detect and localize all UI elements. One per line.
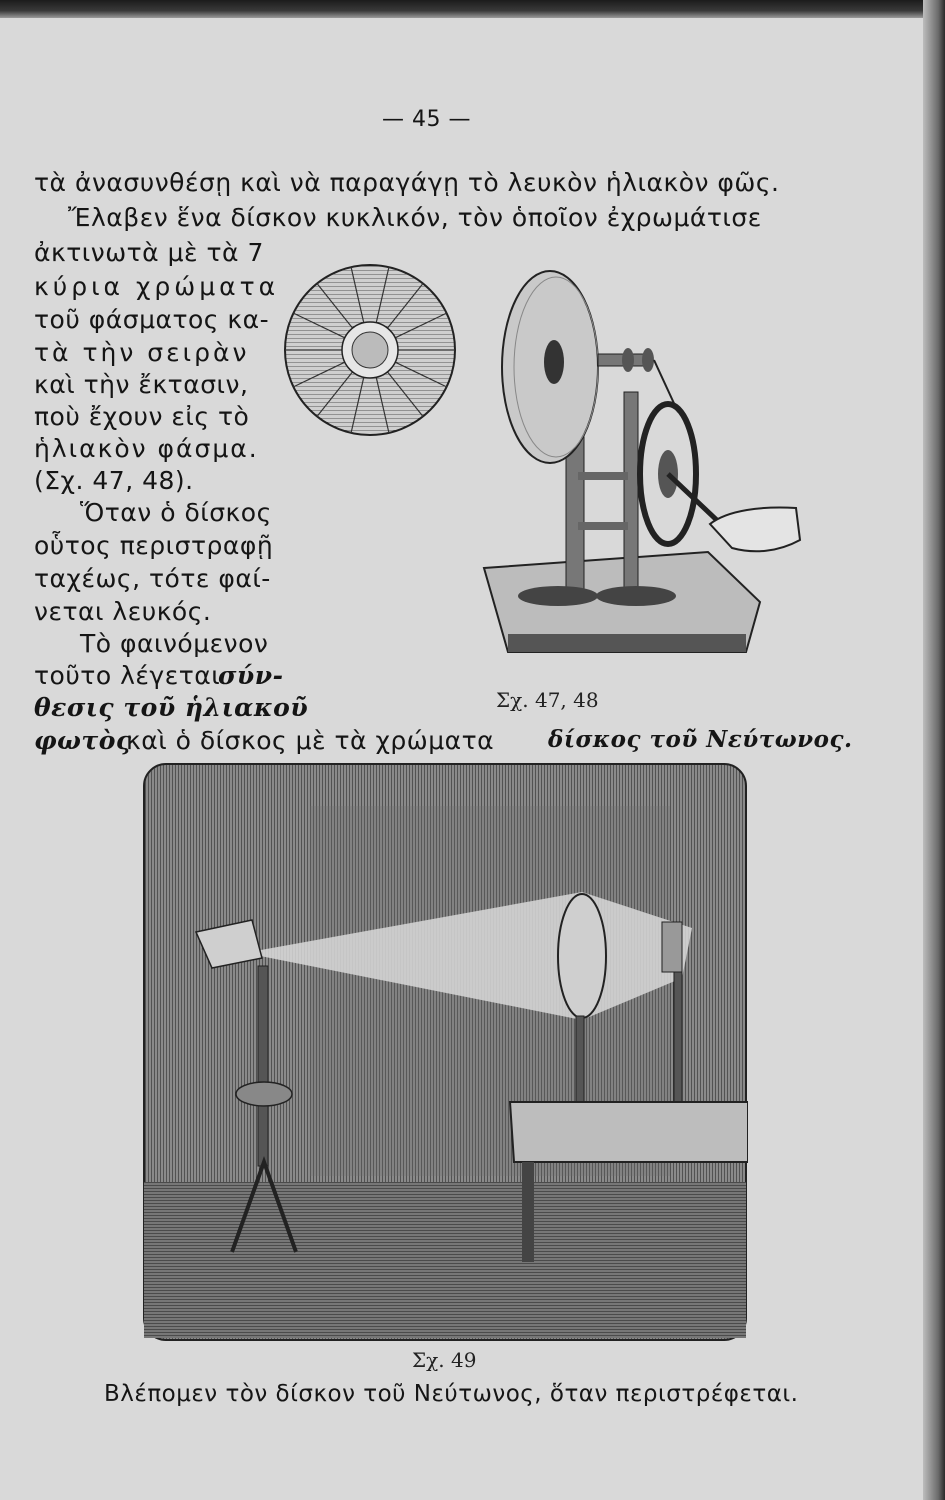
text-emphasis: σύν- xyxy=(218,661,284,690)
text-emphasis: δίσκος τοῦ Νεύτωνος. xyxy=(548,726,853,753)
figure-49-projection xyxy=(142,762,748,1342)
text-line: Ὅταν ὁ δίσκος xyxy=(80,498,272,527)
text-line: τὰ τὴν σειρὰν xyxy=(34,338,250,367)
text-line: καὶ τὴν ἔκτασιν, xyxy=(34,370,249,399)
figure-48-disc-apparatus xyxy=(478,262,808,654)
text-emphasis: φωτὸς xyxy=(34,726,132,755)
text-line: ἀκτινωτὰ μὲ τὰ 7 xyxy=(34,238,264,267)
text-line: κύρια χρώματα xyxy=(34,272,280,301)
text-line: τοῦτο λέγεται xyxy=(34,661,221,690)
text-line: οὗτος περιστραφῇ xyxy=(34,531,274,560)
text-emphasis: θεσις τοῦ ἡλιακοῦ xyxy=(34,693,309,722)
text-line: νεται λευκός. xyxy=(34,597,212,626)
figure-47-48-caption: Σχ. 47, 48 xyxy=(496,688,599,712)
text-line: Ἔλαβεν ἕνα δίσκον κυκλικόν, τὸν ὁποῖον ἐχρωμάτισε xyxy=(68,203,762,232)
text-line: τοῦ φάσματος κα- xyxy=(34,305,270,334)
text-line: καὶ ὁ δίσκος μὲ τὰ χρώματα xyxy=(126,726,495,755)
text-line: Τὸ φαινόμενον xyxy=(80,629,269,658)
text-line: τὰ ἀνασυνθέσῃ καὶ νὰ παραγάγῃ τὸ λευκὸν ἡλιακὸν φῶς. xyxy=(34,168,780,197)
figure-47-color-disc xyxy=(282,262,458,438)
figure-49-caption: Σχ. 49 xyxy=(412,1348,477,1372)
page-number: — 45 — xyxy=(382,107,471,132)
text-line: ποὺ ἔχουν εἰς τὸ xyxy=(34,402,250,431)
text-line: ταχέως, τότε φαί- xyxy=(34,564,271,593)
figure-49-subtitle: Βλέπομεν τὸν δίσκον τοῦ Νεύτωνος, ὅταν περιστρέφεται. xyxy=(104,1381,799,1407)
text-line: (Σχ. 47, 48). xyxy=(34,466,194,495)
text-line: ἡλιακὸν φάσμα. xyxy=(34,434,259,463)
